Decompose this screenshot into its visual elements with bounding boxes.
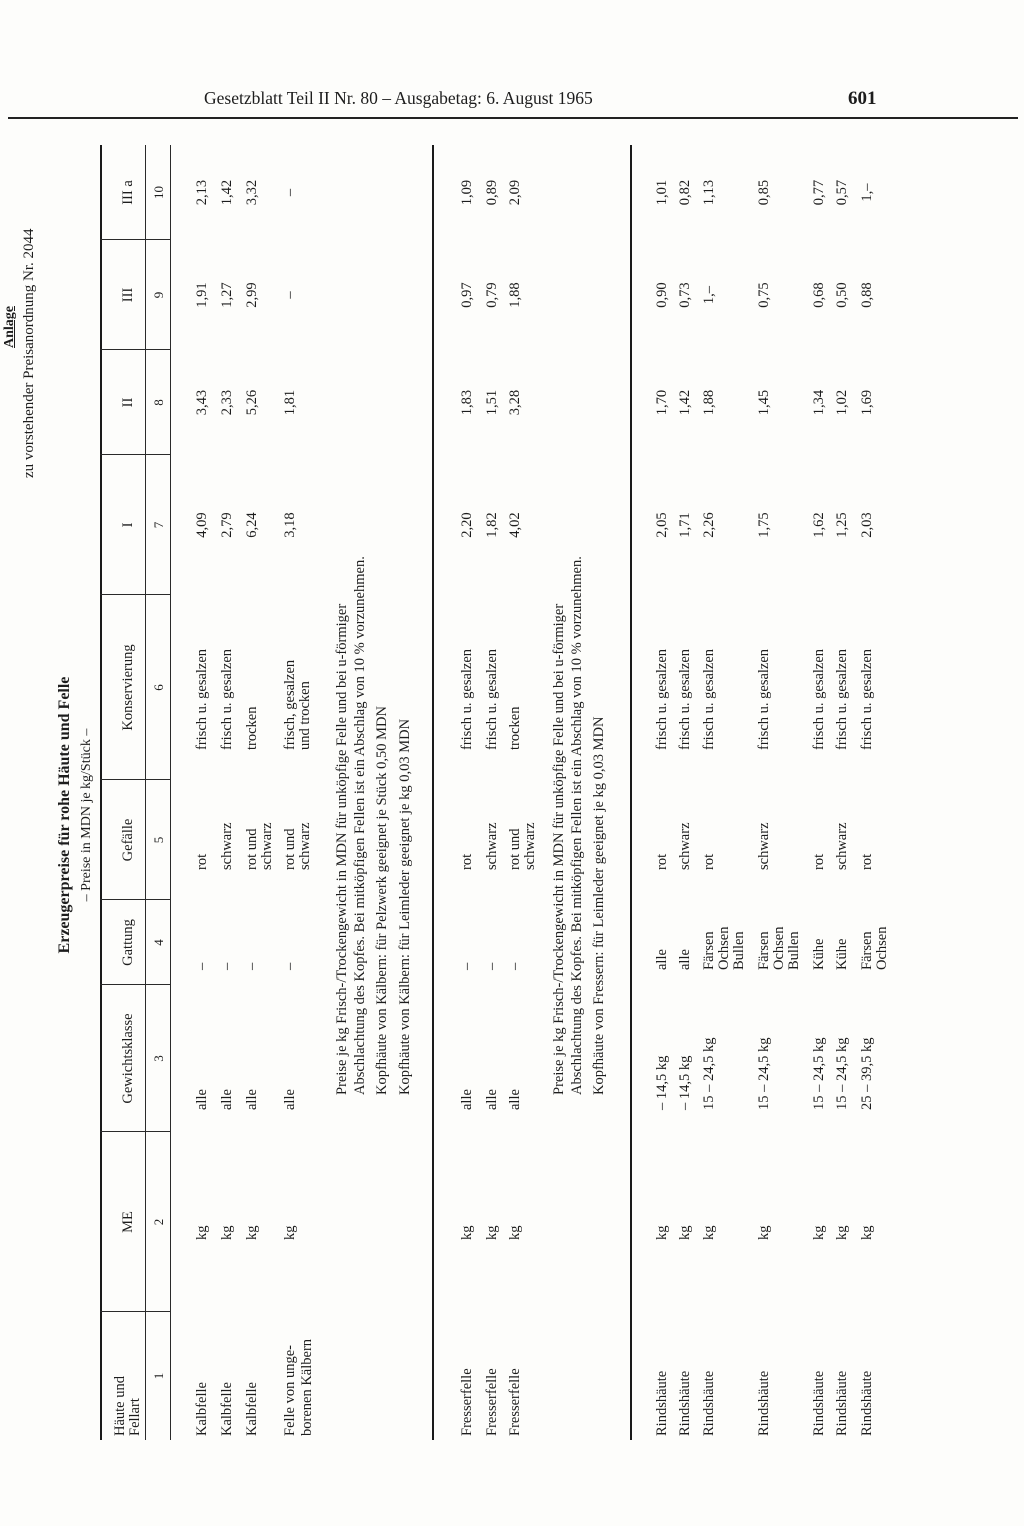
row-konservierung: frisch u. gesalzen xyxy=(219,648,235,750)
col-header-me: ME xyxy=(120,1211,136,1233)
price-class-IIIa: 1,09 xyxy=(459,179,475,206)
price-class-IIIa: 0,82 xyxy=(677,179,693,206)
row-gattung: Ochsen xyxy=(874,926,890,970)
row-gewichtsklasse: alle xyxy=(219,1089,235,1110)
col-header-konservierung: Konservierung xyxy=(120,644,136,731)
row-gattung: Färsen xyxy=(701,931,717,970)
row-konservierung: frisch u. gesalzen xyxy=(859,648,875,750)
col-header-I: I xyxy=(120,522,136,528)
row-konservierung: frisch u. gesalzen xyxy=(194,648,210,750)
row-gewichtsklasse: alle xyxy=(194,1089,210,1110)
row-konservierung: frisch u. gesalzen xyxy=(654,648,670,750)
row-gefaelle: rot xyxy=(859,853,875,870)
price-class-II: 3,43 xyxy=(194,389,210,416)
row-gattung: – xyxy=(484,962,500,970)
row-konservierung: frisch u. gesalzen xyxy=(756,648,772,750)
row-gattung: Kühe xyxy=(811,938,827,970)
row-gefaelle: rot und xyxy=(282,828,298,870)
row-art: Kalbfelle xyxy=(244,1382,260,1436)
price-class-I: 2,05 xyxy=(654,512,670,538)
row-gefaelle: rot xyxy=(811,853,827,870)
header-rule xyxy=(8,117,1018,119)
row-me: kg xyxy=(507,1225,523,1240)
kalb-note-line: Preise je kg Frisch-/Trockengewicht in MDN für unköpfige Felle und bei u-förmiger xyxy=(334,603,350,1095)
price-class-IIIa: 1,– xyxy=(859,183,875,202)
row-gattung: alle xyxy=(654,949,670,970)
row-gewichtsklasse: alle xyxy=(244,1089,260,1110)
price-class-I: 2,20 xyxy=(459,512,475,538)
row-art: borenen Kälbern xyxy=(299,1338,315,1436)
rotated-table-page xyxy=(0,120,1010,1440)
price-class-III: 0,79 xyxy=(484,282,500,308)
row-art: Fresserfelle xyxy=(507,1368,523,1436)
price-class-III: 0,75 xyxy=(756,282,772,308)
col-number: 8 xyxy=(151,399,166,406)
price-class-II: 1,70 xyxy=(654,389,670,416)
col-header-III: III xyxy=(120,287,136,303)
price-class-II: 1,81 xyxy=(282,389,298,416)
annex-label: Anlage xyxy=(2,306,17,348)
row-me: kg xyxy=(701,1225,717,1240)
section-rule xyxy=(630,145,632,1440)
col-header-gewicht: Gewichtsklasse xyxy=(120,1013,136,1104)
row-art: Felle von unge- xyxy=(282,1344,298,1436)
kalb-note-line: Kopfhäute von Kälbern: für Leimleder geeignet je kg 0,03 MDN xyxy=(397,718,413,1095)
row-gefaelle: rot xyxy=(194,853,210,870)
row-gewichtsklasse: 15 – 24,5 kg xyxy=(834,1037,850,1110)
row-gefaelle: schwarz xyxy=(297,822,313,870)
row-art: Kalbfelle xyxy=(219,1382,235,1436)
price-class-I: 1,62 xyxy=(811,512,827,538)
row-konservierung: frisch u. gesalzen xyxy=(701,648,717,750)
col-number: 10 xyxy=(151,186,166,199)
price-class-II: 1,42 xyxy=(677,389,693,416)
price-class-II: 1,45 xyxy=(756,389,772,416)
price-class-I: 1,71 xyxy=(677,512,693,538)
price-class-I: 4,02 xyxy=(507,512,523,538)
row-gewichtsklasse: alle xyxy=(282,1089,298,1110)
price-class-III: – xyxy=(282,291,298,299)
row-me: kg xyxy=(756,1225,772,1240)
header-divider xyxy=(145,145,146,1440)
row-gewichtsklasse: 15 – 24,5 kg xyxy=(756,1037,772,1110)
price-class-II: 1,83 xyxy=(459,389,475,416)
price-class-III: 0,97 xyxy=(459,282,475,308)
row-gefaelle: schwarz xyxy=(219,822,235,870)
page-number: 601 xyxy=(848,88,877,109)
row-gattung: Bullen xyxy=(731,931,747,970)
row-me: kg xyxy=(219,1225,235,1240)
row-konservierung: trocken xyxy=(507,706,523,750)
row-gattung: Färsen xyxy=(756,931,772,970)
col-number: 2 xyxy=(151,1218,166,1226)
row-konservierung: und trocken xyxy=(297,681,313,750)
row-me: kg xyxy=(194,1225,210,1240)
row-gefaelle: schwarz xyxy=(259,822,275,870)
price-class-IIIa: 0,89 xyxy=(484,179,500,206)
row-gefaelle: rot und xyxy=(507,828,523,870)
price-class-II: 5,26 xyxy=(244,389,260,416)
col-header-gattung: Gattung xyxy=(120,919,136,966)
col-number: 3 xyxy=(151,1055,166,1062)
row-art: Fresserfelle xyxy=(459,1368,475,1436)
row-art: Rindshäute xyxy=(859,1370,875,1436)
row-art: Rindshäute xyxy=(811,1370,827,1436)
col-header-II: II xyxy=(120,397,136,408)
row-gefaelle: schwarz xyxy=(834,822,850,870)
annex-reference: zu vorstehender Preisanordnung Nr. 2044 xyxy=(21,228,37,478)
price-class-I: 6,24 xyxy=(244,512,260,538)
row-art: Rindshäute xyxy=(701,1370,717,1436)
price-class-I: 4,09 xyxy=(194,512,210,538)
row-gattung: Ochsen xyxy=(771,926,787,970)
header-bottom-rule xyxy=(170,145,171,1440)
price-class-II: 1,34 xyxy=(811,389,827,416)
row-gewichtsklasse: alle xyxy=(459,1089,475,1110)
fresser-note-line: Preise je kg Frisch-/Trockengewicht in MDN für unköpfige Felle und bei u-förmiger xyxy=(551,603,567,1095)
row-gattung: Ochsen xyxy=(716,926,732,970)
kalb-note-line: Abschlachtung des Kopfes. Bei mitköpfigen Fellen ist ein Abschlag von 10 % vorzunehmen. xyxy=(352,556,368,1095)
row-gattung: – xyxy=(507,962,523,970)
col-number: 9 xyxy=(151,291,166,299)
price-class-IIIa: 1,13 xyxy=(701,179,717,206)
row-konservierung: frisch u. gesalzen xyxy=(834,648,850,750)
price-class-IIIa: 2,13 xyxy=(194,179,210,206)
row-me: kg xyxy=(244,1225,260,1240)
row-konservierung: frisch u. gesalzen xyxy=(484,648,500,750)
row-me: kg xyxy=(654,1225,670,1240)
row-gattung: – xyxy=(282,962,298,970)
row-art: Kalbfelle xyxy=(194,1382,210,1436)
row-gefaelle: rot xyxy=(459,853,475,870)
table-top-rule xyxy=(100,145,102,1440)
col-number: 6 xyxy=(151,684,166,691)
table-subtitle: – Preise in MDN je kg/Stück – xyxy=(79,728,94,902)
price-class-III: 0,50 xyxy=(834,282,850,308)
price-class-IIIa: – xyxy=(282,188,298,197)
price-class-III: 0,88 xyxy=(859,282,875,308)
col-header-art: Häute und Fellart xyxy=(112,1376,144,1436)
row-gefaelle: rot und xyxy=(244,828,260,870)
row-gattung: Bullen xyxy=(786,931,802,970)
price-class-I: 2,03 xyxy=(859,512,875,538)
row-art: Rindshäute xyxy=(654,1370,670,1436)
row-konservierung: trocken xyxy=(244,706,260,750)
price-class-II: 1,88 xyxy=(701,389,717,416)
price-class-I: 1,82 xyxy=(484,512,500,538)
price-class-III: 1,91 xyxy=(194,282,210,308)
price-class-III: 1,– xyxy=(701,285,717,305)
price-class-III: 0,68 xyxy=(811,282,827,308)
price-class-I: 1,75 xyxy=(756,512,772,538)
price-class-III: 0,73 xyxy=(677,282,693,308)
price-class-I: 2,79 xyxy=(219,512,235,538)
row-gewichtsklasse: alle xyxy=(507,1089,523,1110)
row-gattung: Kühe xyxy=(834,938,850,970)
kalb-note-line: Kopfhäute von Kälbern: für Pelzwerk geeignet je Stück 0,50 MDN xyxy=(374,706,390,1095)
row-art: Rindshäute xyxy=(756,1370,772,1436)
row-art: Rindshäute xyxy=(677,1370,693,1436)
col-number: 7 xyxy=(151,521,166,529)
section-rule xyxy=(432,145,434,1440)
row-gattung: – xyxy=(244,962,260,970)
fresser-note-line: Kopfhäute von Fressern: für Leimleder geeignet je kg 0,03 MDN xyxy=(591,716,607,1095)
row-konservierung: frisch u. gesalzen xyxy=(811,648,827,750)
row-me: kg xyxy=(859,1225,875,1240)
price-class-IIIa: 1,42 xyxy=(219,179,235,206)
price-class-III: 2,99 xyxy=(244,282,260,308)
price-class-III: 1,88 xyxy=(507,282,523,308)
row-gewichtsklasse: 15 – 24,5 kg xyxy=(811,1037,827,1110)
col-header-IIIa: III a xyxy=(120,180,136,205)
col-number: 1 xyxy=(151,1372,166,1380)
row-me: kg xyxy=(834,1225,850,1240)
row-art: Rindshäute xyxy=(834,1370,850,1436)
price-class-II: 1,02 xyxy=(834,389,850,416)
row-gefaelle: rot xyxy=(654,853,670,870)
row-me: kg xyxy=(459,1225,475,1240)
price-class-IIIa: 2,09 xyxy=(507,179,523,206)
row-gefaelle: schwarz xyxy=(677,822,693,870)
row-gattung: Färsen xyxy=(859,931,875,970)
price-class-III: 1,27 xyxy=(219,282,235,308)
price-class-IIIa: 0,77 xyxy=(811,179,827,206)
price-class-II: 2,33 xyxy=(219,389,235,416)
price-class-IIIa: 0,57 xyxy=(834,179,850,206)
row-me: kg xyxy=(811,1225,827,1240)
price-class-IIIa: 0,85 xyxy=(756,179,772,206)
row-me: kg xyxy=(282,1225,298,1240)
row-me: kg xyxy=(677,1225,693,1240)
table-title: Erzeugerpreise für rohe Häute und Felle xyxy=(56,676,73,954)
row-gewichtsklasse: 25 – 39,5 kg xyxy=(859,1037,875,1110)
row-me: kg xyxy=(484,1225,500,1240)
col-number: 4 xyxy=(151,939,166,946)
price-class-II: 3,28 xyxy=(507,389,523,416)
row-gattung: – xyxy=(459,962,475,970)
row-gewichtsklasse: alle xyxy=(484,1089,500,1110)
row-art: Fresserfelle xyxy=(484,1368,500,1436)
price-class-I: 3,18 xyxy=(282,512,298,538)
row-gefaelle: schwarz xyxy=(756,822,772,870)
row-gefaelle: schwarz xyxy=(484,822,500,870)
row-gewichtsklasse: – 14,5 kg xyxy=(677,1055,693,1110)
row-konservierung: frisch, gesalzen xyxy=(282,659,298,750)
row-gefaelle: rot xyxy=(701,853,717,870)
price-class-IIIa: 1,01 xyxy=(654,179,670,206)
row-gefaelle: schwarz xyxy=(522,822,538,870)
row-gewichtsklasse: – 14,5 kg xyxy=(654,1055,670,1110)
price-class-III: 0,90 xyxy=(654,282,670,308)
row-gattung: – xyxy=(194,962,210,970)
price-class-I: 1,25 xyxy=(834,512,850,538)
fresser-note-line: Abschlachtung des Kopfes. Bei mitköpfigen Fellen ist ein Abschlag von 10 % vorzunehmen. xyxy=(569,556,585,1095)
row-gattung: alle xyxy=(677,949,693,970)
price-class-II: 1,69 xyxy=(859,389,875,416)
price-class-II: 1,51 xyxy=(484,389,500,416)
row-konservierung: frisch u. gesalzen xyxy=(677,648,693,750)
gazette-header-title: Gesetzblatt Teil II Nr. 80 – Ausgabetag: 6. August 1965 xyxy=(204,88,593,108)
price-class-I: 2,26 xyxy=(701,512,717,538)
col-header-gefaelle: Gefälle xyxy=(120,818,136,862)
row-konservierung: frisch u. gesalzen xyxy=(459,648,475,750)
row-gattung: – xyxy=(219,962,235,970)
row-gewichtsklasse: 15 – 24,5 kg xyxy=(701,1037,717,1110)
col-number: 5 xyxy=(151,836,166,844)
price-class-IIIa: 3,32 xyxy=(244,179,260,206)
